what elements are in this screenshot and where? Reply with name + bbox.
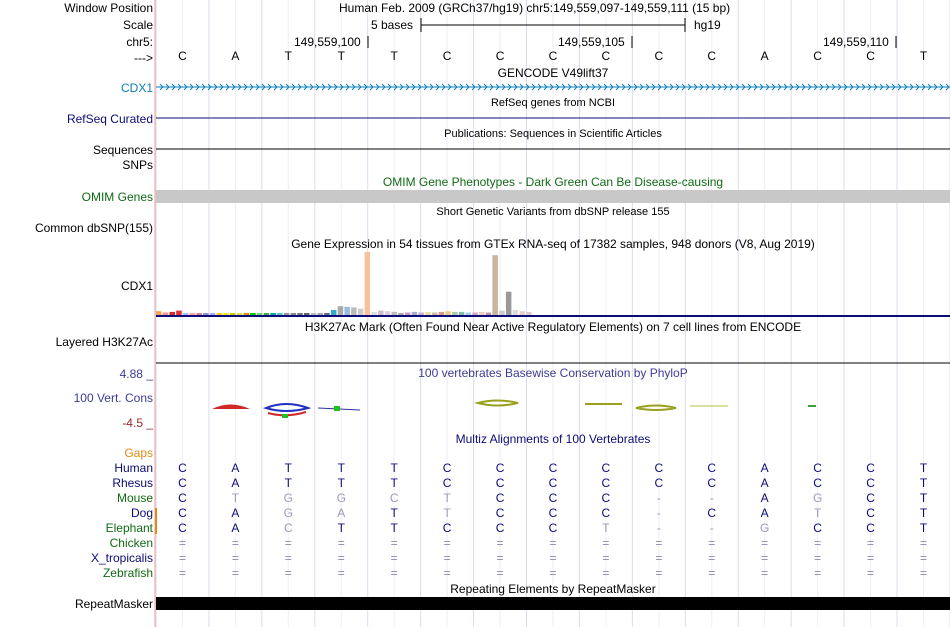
- track-title-publications: Publications: Sequences in Scientific Articles: [444, 128, 662, 140]
- aligned-base: T: [390, 461, 398, 475]
- aligned-base: G: [760, 521, 770, 535]
- gtex-tissue-bar: [304, 313, 310, 315]
- reference-base: C: [866, 49, 875, 63]
- aligned-base: =: [496, 566, 504, 580]
- cons-glyph-olive: [478, 401, 518, 406]
- aligned-base: =: [655, 536, 663, 550]
- gtex-tissue-bar: [338, 306, 344, 315]
- gtex-tissue-bar: [378, 311, 384, 315]
- gtex-tissue-bar: [257, 313, 263, 315]
- aligned-base: C: [178, 461, 187, 475]
- gtex-tissue-bar: [405, 313, 411, 316]
- aligned-base: C: [548, 491, 558, 505]
- aligned-base: =: [761, 536, 769, 550]
- label-strand: --->: [134, 51, 153, 65]
- aligned-base: C: [707, 461, 717, 475]
- aligned-base: -: [709, 491, 714, 505]
- aligned-base: =: [919, 551, 927, 565]
- cons-glyph-green: [282, 414, 288, 418]
- aligned-base: T: [337, 461, 345, 475]
- gtex-tissue-bar: [358, 309, 364, 315]
- aligned-base: C: [495, 461, 505, 475]
- gtex-tissue-bar: [223, 313, 229, 315]
- label-snps[interactable]: SNPs: [122, 158, 153, 172]
- coord-tick-label: 149,559,110: [823, 35, 889, 49]
- aligned-base: G: [283, 491, 293, 505]
- aligned-base: =: [231, 551, 239, 565]
- aligned-base: A: [760, 491, 769, 505]
- aligned-base: -: [656, 506, 661, 520]
- species-label[interactable]: Dog: [130, 506, 153, 520]
- aligned-base: C: [548, 476, 558, 490]
- cons-glyph-red: [212, 405, 250, 410]
- aligned-base: C: [707, 476, 717, 490]
- track-title-dbsnp: Short Genetic Variants from dbSNP release 155: [436, 206, 670, 218]
- aligned-base: C: [442, 521, 452, 535]
- species-label[interactable]: Chicken: [109, 536, 153, 550]
- coord-tick-label: 149,559,100: [294, 35, 361, 49]
- track-title-phylop: 100 vertebrates Basewise Conservation by PhyloP: [418, 366, 688, 380]
- reference-base: C: [654, 49, 664, 63]
- aligned-base: A: [760, 476, 769, 490]
- aligned-base: A: [231, 461, 240, 475]
- aligned-base: =: [496, 536, 504, 550]
- aligned-base: =: [761, 566, 769, 580]
- label-gaps[interactable]: Gaps: [124, 446, 153, 460]
- label-repeatmasker[interactable]: RepeatMasker: [74, 597, 153, 611]
- label-chrom: chr5:: [126, 35, 153, 49]
- aligned-base: C: [707, 506, 717, 520]
- aligned-base: T: [443, 506, 451, 520]
- aligned-base: =: [443, 536, 451, 550]
- gtex-tissue-bar: [425, 312, 431, 315]
- species-label[interactable]: Elephant: [105, 521, 153, 535]
- aligned-base: A: [337, 506, 346, 520]
- aligned-base: =: [390, 566, 398, 580]
- aligned-base: G: [812, 491, 823, 505]
- aligned-base: =: [919, 566, 927, 580]
- reference-base: T: [390, 49, 398, 63]
- gtex-tissue-bar: [344, 307, 350, 315]
- gtex-tissue-bar: [176, 311, 182, 315]
- gtex-tissue-bar: [244, 313, 250, 315]
- track-title-gencode: GENCODE V49lift37: [497, 66, 609, 80]
- aligned-base: C: [548, 461, 558, 475]
- aligned-base: C: [442, 476, 452, 490]
- aligned-base: =: [178, 566, 186, 580]
- aligned-base: C: [495, 506, 505, 520]
- aligned-base: =: [231, 536, 239, 550]
- label-layered-h3k27ac[interactable]: Layered H3K27Ac: [55, 335, 153, 349]
- cons-glyph-olive: [636, 406, 676, 411]
- aligned-base: C: [654, 476, 664, 490]
- gtex-tissue-bar: [472, 313, 478, 316]
- aligned-base: T: [390, 506, 398, 520]
- scale-bar-label: 5 bases: [371, 18, 414, 32]
- aligned-base: T: [337, 476, 345, 490]
- aligned-base: =: [655, 551, 663, 565]
- gtex-tissue-bar: [284, 313, 290, 315]
- track-title-refseq: RefSeq genes from NCBI: [490, 97, 616, 109]
- reference-base: C: [495, 49, 505, 63]
- aligned-base: T: [390, 476, 398, 490]
- aligned-base: =: [178, 551, 186, 565]
- gtex-tissue-bar: [203, 313, 209, 315]
- aligned-base: =: [602, 551, 610, 565]
- aligned-base: C: [813, 461, 822, 475]
- aligned-base: C: [283, 521, 293, 535]
- aligned-base: =: [814, 551, 822, 565]
- aligned-base: =: [443, 566, 451, 580]
- gap-marker: [155, 508, 157, 534]
- aligned-base: T: [919, 521, 928, 535]
- gtex-tissue-bar: [291, 313, 297, 315]
- gtex-tissue-bar: [439, 312, 445, 315]
- gtex-tissue-bar: [499, 311, 505, 315]
- reference-base: A: [760, 49, 769, 63]
- reference-base: C: [707, 49, 717, 63]
- gtex-tissue-bar: [163, 313, 169, 316]
- track-title-omim: OMIM Gene Phenotypes - Dark Green Can Be Disease-causing: [382, 175, 724, 189]
- reference-base: C: [442, 49, 452, 63]
- gtex-tissue-bar: [196, 313, 202, 315]
- gtex-tissue-bar: [217, 313, 223, 315]
- aligned-base: G: [283, 506, 293, 520]
- gtex-tissue-bar: [513, 310, 519, 315]
- gtex-tissue-bar: [371, 312, 377, 315]
- aligned-base: C: [178, 491, 187, 505]
- aligned-base: A: [760, 461, 769, 475]
- label-sequences[interactable]: Sequences: [92, 143, 153, 157]
- label-common-dbsnp[interactable]: Common dbSNP(155): [34, 221, 153, 235]
- reference-base: C: [178, 49, 187, 63]
- aligned-base: C: [178, 521, 187, 535]
- aligned-base: =: [337, 551, 345, 565]
- track-title-multiz: Multiz Alignments of 100 Vertebrates: [455, 432, 651, 446]
- aligned-base: =: [178, 536, 186, 550]
- aligned-base: T: [284, 461, 292, 475]
- aligned-base: C: [813, 521, 822, 535]
- aligned-base: =: [867, 566, 875, 580]
- gtex-tissue-bar: [526, 312, 532, 315]
- aligned-base: =: [390, 536, 398, 550]
- label-cons-max: 4.88 _: [119, 367, 153, 381]
- gtex-tissue-bar: [351, 307, 357, 315]
- gtex-tissue-bar: [466, 313, 472, 316]
- aligned-base: C: [866, 521, 875, 535]
- repeat-element-bar: [156, 597, 950, 610]
- aligned-base: A: [760, 506, 769, 520]
- aligned-base: T: [919, 476, 928, 490]
- gtex-tissue-bar: [459, 312, 465, 315]
- aligned-base: =: [549, 536, 557, 550]
- assembly-label: hg19: [694, 18, 721, 32]
- label-100-vert-cons[interactable]: 100 Vert. Cons: [73, 391, 153, 405]
- aligned-base: C: [178, 476, 187, 490]
- reference-base: T: [337, 49, 345, 63]
- gtex-tissue-bar: [324, 313, 330, 315]
- reference-base: C: [601, 49, 611, 63]
- aligned-base: T: [919, 506, 928, 520]
- aligned-base: C: [548, 506, 558, 520]
- aligned-base: C: [866, 476, 875, 490]
- aligned-base: =: [814, 566, 822, 580]
- label-omim-genes[interactable]: OMIM Genes: [81, 190, 153, 204]
- aligned-base: -: [709, 521, 714, 535]
- aligned-base: A: [231, 476, 240, 490]
- window-position-text: Human Feb. 2009 (GRCh37/hg19) chr5:149,559,097-149,559,111 (15 bp): [339, 1, 731, 15]
- gtex-tissue-bar: [230, 313, 236, 315]
- reference-base: C: [813, 49, 822, 63]
- reference-base: A: [231, 49, 240, 63]
- aligned-base: C: [601, 491, 611, 505]
- species-label[interactable]: Zebrafish: [102, 566, 153, 580]
- aligned-base: T: [231, 491, 240, 505]
- aligned-base: =: [655, 566, 663, 580]
- gtex-tissue-bar: [479, 312, 485, 315]
- gtex-tissue-bar: [156, 311, 162, 315]
- gtex-tissue-bar: [297, 313, 303, 315]
- gtex-tissue-bar: [412, 312, 418, 315]
- aligned-base: C: [601, 506, 611, 520]
- aligned-base: T: [443, 491, 451, 505]
- aligned-base: =: [284, 566, 292, 580]
- aligned-base: =: [708, 566, 716, 580]
- gtex-tissue-bar: [418, 313, 424, 316]
- gtex-tissue-bar: [432, 313, 438, 316]
- aligned-base: C: [866, 491, 875, 505]
- aligned-base: G: [336, 491, 346, 505]
- aligned-base: =: [390, 551, 398, 565]
- label-cons-min: -4.5 _: [122, 416, 153, 430]
- gtex-tissue-bar: [486, 313, 492, 316]
- gtex-tissue-bar: [277, 313, 283, 315]
- gtex-tissue-bar: [492, 255, 498, 315]
- aligned-base: =: [284, 536, 292, 550]
- aligned-base: T: [919, 491, 928, 505]
- aligned-base: T: [337, 521, 345, 535]
- label-scale: Scale: [122, 18, 153, 32]
- aligned-base: =: [761, 551, 769, 565]
- aligned-base: -: [656, 491, 661, 505]
- gtex-tissue-bar: [365, 252, 371, 315]
- gtex-tissue-bar: [331, 310, 337, 315]
- track-title-gtex: Gene Expression in 54 tissues from GTEx RNA-seq of 17382 samples, 948 donors (V8, Aug 2019): [291, 237, 815, 251]
- reference-base: T: [284, 49, 292, 63]
- aligned-base: C: [495, 521, 505, 535]
- aligned-base: C: [813, 476, 822, 490]
- coord-tick-label: 149,559,105: [558, 35, 625, 49]
- aligned-base: =: [602, 566, 610, 580]
- aligned-base: =: [549, 551, 557, 565]
- aligned-base: C: [601, 461, 611, 475]
- gtex-tissue-bar: [392, 312, 398, 315]
- aligned-base: C: [389, 491, 399, 505]
- aligned-base: C: [548, 521, 558, 535]
- gtex-tissue-bar: [385, 311, 391, 315]
- species-label[interactable]: Mouse: [116, 491, 153, 505]
- aligned-base: =: [443, 551, 451, 565]
- reference-base: C: [548, 49, 558, 63]
- aligned-base: C: [654, 461, 664, 475]
- aligned-base: A: [231, 521, 240, 535]
- reference-base: T: [919, 49, 928, 63]
- gtex-tissue-bar: [506, 292, 512, 315]
- track-title-repeatmasker: Repeating Elements by RepeatMasker: [450, 582, 656, 596]
- aligned-base: =: [708, 536, 716, 550]
- aligned-base: =: [814, 536, 822, 550]
- cons-glyph-blue: [266, 404, 308, 411]
- gtex-tissue-bar: [270, 313, 276, 315]
- gtex-tissue-bar: [445, 311, 451, 315]
- aligned-base: A: [231, 506, 240, 520]
- label-cdx1-gencode[interactable]: CDX1: [120, 81, 153, 95]
- aligned-base: =: [708, 551, 716, 565]
- species-label[interactable]: X_tropicalis: [90, 551, 153, 565]
- aligned-base: =: [549, 566, 557, 580]
- aligned-base: C: [495, 476, 505, 490]
- gtex-tissue-bar: [183, 313, 189, 315]
- track-title-h3k27ac: H3K27Ac Mark (Often Found Near Active Regulatory Elements) on 7 cell lines from ENCODE: [304, 320, 802, 334]
- aligned-base: C: [495, 491, 505, 505]
- gtex-tissue-bar: [318, 313, 324, 315]
- aligned-base: T: [602, 521, 610, 535]
- cons-glyph-green: [334, 406, 340, 411]
- aligned-base: =: [867, 536, 875, 550]
- aligned-base: C: [178, 506, 187, 520]
- aligned-base: =: [231, 566, 239, 580]
- aligned-base: C: [866, 461, 875, 475]
- gtex-tissue-bar: [519, 311, 525, 315]
- aligned-base: =: [867, 551, 875, 565]
- gtex-tissue-bar: [311, 313, 317, 315]
- gtex-tissue-bar: [264, 313, 270, 315]
- omim-phenotype-bar: [156, 190, 950, 203]
- gtex-tissue-bar: [190, 313, 196, 315]
- gtex-tissue-bar: [452, 312, 458, 315]
- aligned-base: =: [602, 536, 610, 550]
- gtex-tissue-bar: [237, 313, 243, 315]
- label-window-position: Window Position: [64, 1, 153, 15]
- aligned-base: T: [390, 521, 398, 535]
- gtex-tissue-bar: [250, 313, 256, 315]
- gtex-tissue-bar: [170, 312, 176, 315]
- aligned-base: C: [601, 476, 611, 490]
- aligned-base: T: [919, 461, 928, 475]
- label-gtex-cdx1[interactable]: CDX1: [120, 279, 153, 293]
- aligned-base: =: [284, 551, 292, 565]
- aligned-base: C: [442, 461, 452, 475]
- label-refseq-curated[interactable]: RefSeq Curated: [66, 112, 153, 126]
- aligned-base: T: [284, 476, 292, 490]
- aligned-base: =: [337, 536, 345, 550]
- aligned-base: =: [919, 536, 927, 550]
- gtex-tissue-bar: [398, 313, 404, 315]
- species-label[interactable]: Human: [114, 461, 153, 475]
- aligned-base: C: [866, 506, 875, 520]
- aligned-base: =: [337, 566, 345, 580]
- aligned-base: =: [496, 551, 504, 565]
- gtex-tissue-bar: [210, 313, 216, 315]
- aligned-base: -: [656, 521, 661, 535]
- aligned-base: T: [813, 506, 822, 520]
- species-label[interactable]: Rhesus: [112, 476, 153, 490]
